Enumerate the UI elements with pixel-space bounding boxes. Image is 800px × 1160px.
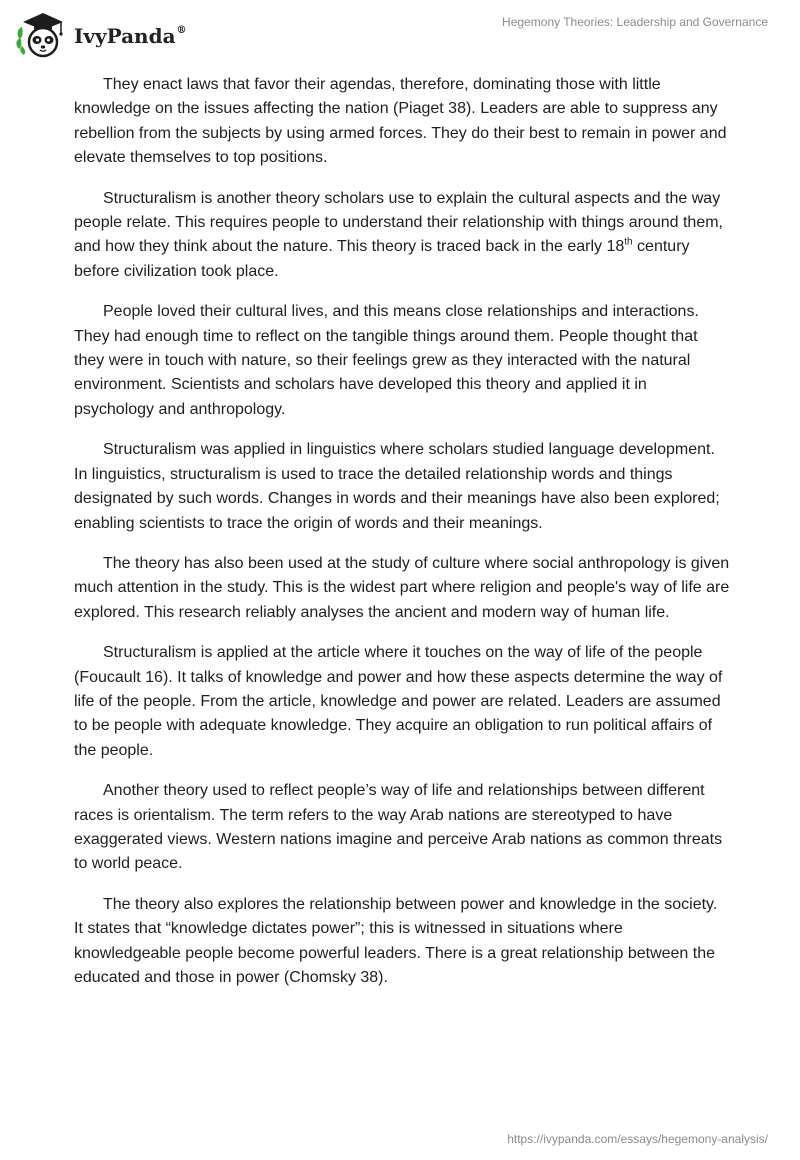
panda-graduate-icon [14,9,72,59]
paragraph: The theory has also been used at the study of culture where social anthropology is given much attention in the study. This is the widest part where religion and people's way of life are explored. This research reliably analyses the ancient and modern way of human life. [74,554,730,621]
superscript: th [624,237,633,249]
paragraph: Structuralism was applied in linguistics where scholars studied language development. In linguistics, structuralism is used to trace the detailed relationship words and things designated by such words. Changes in words and their meanings have also been explored; enabling scientists to trace the origin of words and their meanings. [74,441,720,532]
essay-body [74,73,730,1006]
brand-name: IvyPanda® [74,24,187,48]
paragraph: Another theory used to reflect people’s way of life and relationships between different races is orientalism. The term refers to the way Arab nations are stereotyped to have exaggerated views. Western nations imagine and perceive Arab nations as common threats to world peace. [74,782,723,873]
paragraph: Structuralism is another theory scholars use to explain the cultural aspects and the way people relate. This requires people to understand their relationship with things around them, and how they think about the nature. This theory is traced back in the early 18th century before civilization took place. [74,189,723,280]
registered-mark: ® [176,25,187,37]
page-header [0,0,800,70]
paragraph: Structuralism is applied at the article where it touches on the way of life of the people (Foucault 16). It talks of knowledge and power and how these aspects determine the way of life of the people. From the article, knowledge and power are related. Leaders are assumed to be people with adequate knowledge. They acquire an obligation to run political affairs of the people. [74,644,723,759]
source-url[interactable]: https://ivypanda.com/essays/hegemony-analysis/ [507,1132,768,1146]
document-title: Hegemony Theories: Leadership and Governance [502,15,768,29]
paragraph: The theory also explores the relationship between power and knowledge in the society. It states that “knowledge dictates power”; this is witnessed in situations where knowledgeable people become powerful leaders. There is a great relationship between the educated and those in power (Chomsky 38). [74,895,718,986]
paragraph: They enact laws that favor their agendas, therefore, dominating those with little knowledge on the issues affecting the nation (Piaget 38). Leaders are able to suppress any rebellion from the subjects by using armed forces. They do their best to remain in power and elevate themselves to top positions. [74,76,727,167]
paragraph: People loved their cultural lives, and this means close relationships and interactions. They had enough time to reflect on the tangible things around them. People thought that they were in touch with nature, so their feelings grew as they interacted with the natural environment. Scientists and scholars have developed this theory and applied it in psychology and anthropology. [74,303,699,418]
ivypanda-logo[interactable] [14,9,187,59]
